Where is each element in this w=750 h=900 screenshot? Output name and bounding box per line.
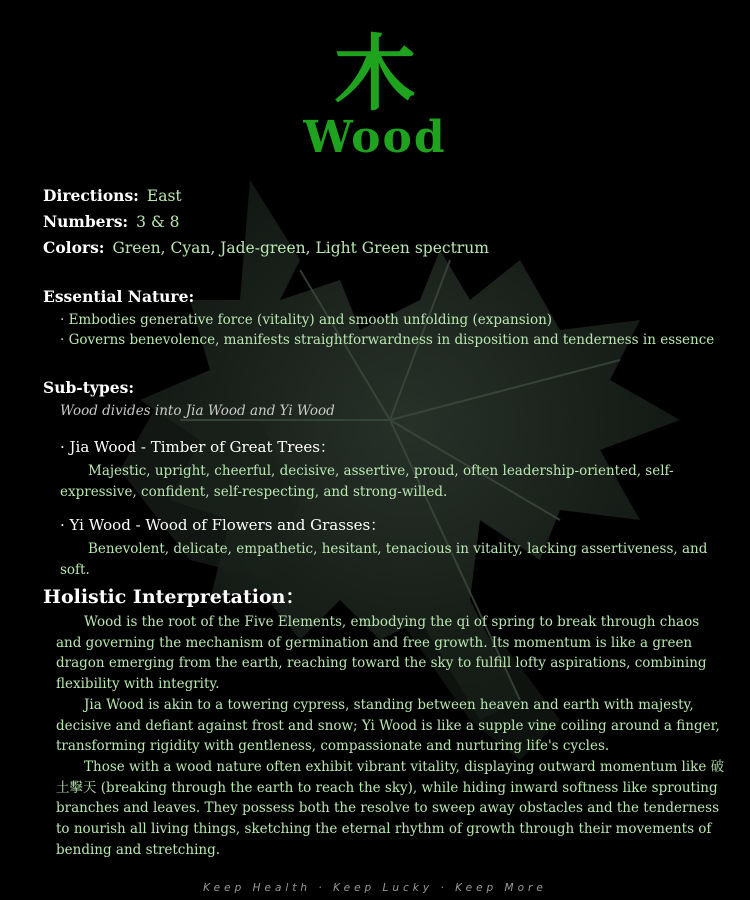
essential-nature-heading: Essential Nature:	[43, 287, 195, 306]
directions-value: East	[146, 187, 182, 205]
directions-row	[43, 186, 182, 205]
essential-item: · Embodies generative force (vitality) and smooth unfolding (expansion)	[60, 312, 553, 328]
colors-label: Colors:	[43, 238, 105, 257]
essential-item: · Governs benevolence, manifests straightforwardness in disposition and tenderness in essence	[60, 332, 715, 348]
holistic-heading: Holistic Interpretation：	[43, 586, 305, 608]
jia-wood-description: Majestic, upright, cheerful, decisive, assertive, proud, often leadership-oriented, self-expressive, confident, self-respecting, and strong-willed.	[60, 463, 674, 500]
wood-character-glyph: 木	[333, 27, 416, 122]
yi-wood-description: Benevolent, delicate, empathetic, hesitant, tenacious in vitality, lacking assertiveness, and soft.	[60, 541, 708, 578]
page-title: Wood	[303, 112, 447, 163]
numbers-row	[43, 212, 180, 231]
directions-label: Directions:	[43, 186, 139, 205]
holistic-paragraph: Those with a wood nature often exhibit vibrant vitality, displaying outward momentum like 破土擊天 (breaking through the earth to reach the sky), while hiding inward softness like sprouting branches and leaves. They possess both the resolve to sweep away obstacles and the tenderness to nourish all living things, sketching the eternal rhythm of growth through their movements of bending and stretching.	[56, 758, 725, 858]
holistic-body	[56, 612, 726, 860]
colors-row	[43, 238, 489, 257]
numbers-label: Numbers:	[43, 212, 129, 231]
numbers-value: 3 & 8	[136, 213, 180, 231]
holistic-paragraph: Wood is the root of the Five Elements, embodying the qi of spring to break through chaos and governing the mechanism of germination and free growth. Its momentum is like a green dragon emerging from the earth, reaching toward the sky to fulfill lofty aspirations, combining flexibility with integrity.	[56, 614, 707, 693]
yi-wood-heading: · Yi Wood - Wood of Flowers and Grasses：	[60, 516, 386, 534]
jia-wood-heading: · Jia Wood - Timber of Great Trees：	[60, 438, 335, 456]
holistic-paragraph: Jia Wood is akin to a towering cypress, standing between heaven and earth with majesty, decisive and defiant against frost and snow; Yi Wood is like a supple vine coiling around a finger, transforming rigidity with gentleness, compassionate and nurturing life's cycles.	[56, 696, 720, 755]
footer-tagline: Keep Health · Keep Lucky · Keep More	[203, 882, 547, 894]
subtypes-note: Wood divides into Jia Wood and Yi Wood	[60, 403, 335, 419]
colors-value: Green, Cyan, Jade-green, Light Green spectrum	[112, 239, 489, 257]
subtypes-heading: Sub-types:	[43, 378, 135, 397]
